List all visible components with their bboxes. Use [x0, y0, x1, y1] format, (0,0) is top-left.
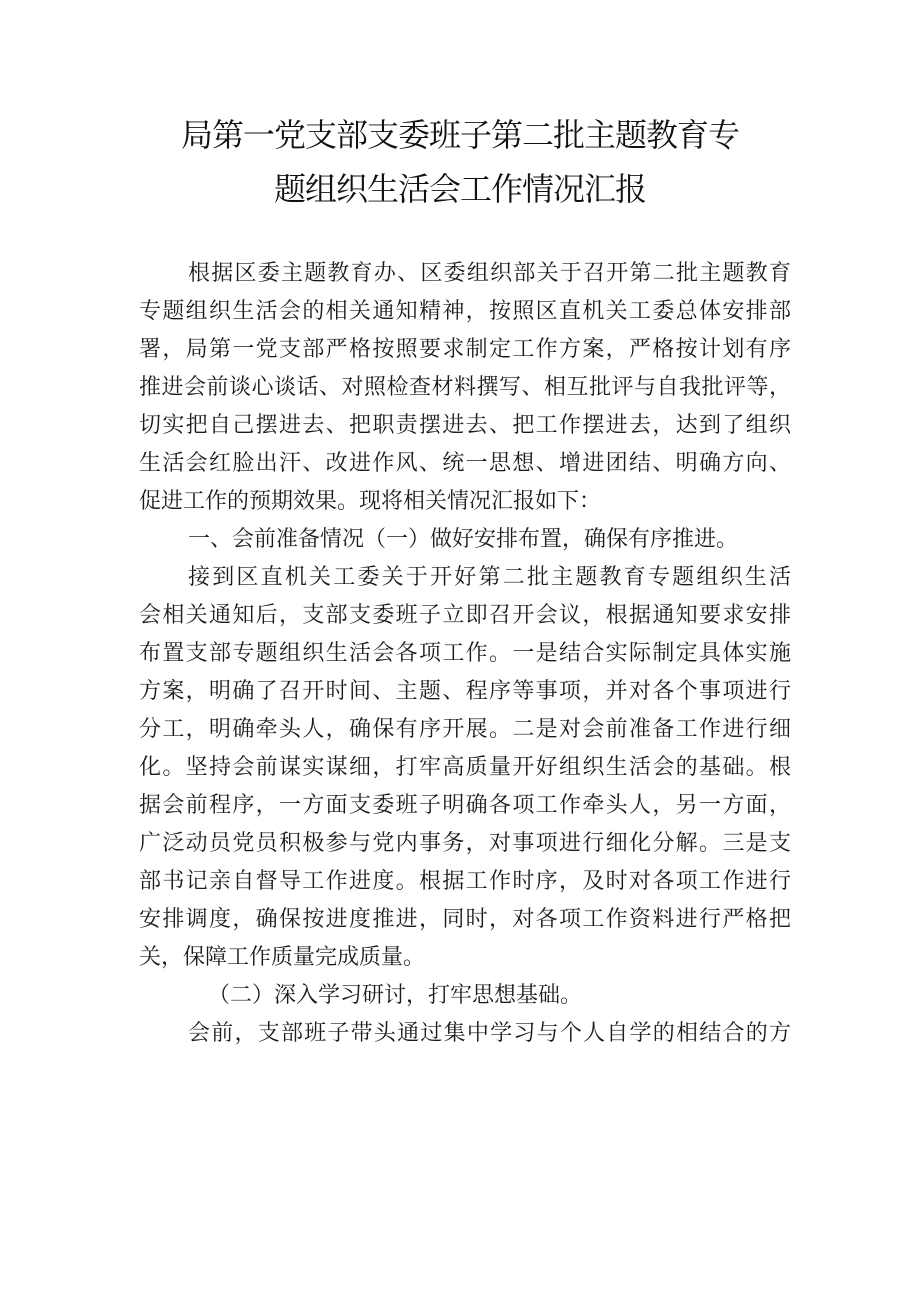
paragraph-line: 分工，明确牵头人，确保有序开展。二是对会前准备工作进行细 [139, 717, 791, 742]
paragraph-line: 专题组织生活会的相关通知精神，按照区直机关工委总体安排部 [139, 299, 791, 324]
document-title-line-2: 题组织生活会工作情况汇报 [273, 170, 646, 208]
paragraph-line: 关，保障工作质量完成质量。 [139, 945, 426, 970]
section-subheading: （二）深入学习研讨，打牢思想基础。 [208, 983, 583, 1008]
paragraph-line: 促进工作的预期效果。现将相关情况汇报如下： [139, 489, 602, 514]
paragraph-line: 署，局第一党支部严格按照要求制定工作方案，严格按计划有序 [139, 337, 791, 362]
paragraph-line: 接到区直机关工委关于开好第二批主题教育专题组织生活 [188, 565, 791, 590]
paragraph-line: 安排调度，确保按进度推进，同时，对各项工作资料进行严格把 [139, 907, 791, 932]
paragraph-line: 广泛动员党员积极参与党内事务，对事项进行细化分解。三是支 [139, 831, 791, 856]
paragraph-line: 据会前程序，一方面支委班子明确各项工作牵头人，另一方面， [139, 793, 791, 818]
paragraph-line: 根据区委主题教育办、区委组织部关于召开第二批主题教育 [188, 261, 791, 286]
document-title-line-1: 局第一党支部支委班子第二批主题教育专 [180, 116, 739, 154]
paragraph-line: 布置支部专题组织生活会各项工作。一是结合实际制定具体实施 [139, 641, 791, 666]
section-heading: 一、会前准备情况（一）做好安排布置，确保有序推进。 [188, 527, 739, 552]
paragraph-line: 部书记亲自督导工作进度。根据工作时序，及时对各项工作进行 [139, 869, 791, 894]
paragraph-line: 会前，支部班子带头通过集中学习与个人自学的相结合的方 [188, 1021, 791, 1046]
paragraph-line: 切实把自己摆进去、把职责摆进去、把工作摆进去，达到了组织 [139, 413, 791, 438]
paragraph-line: 方案，明确了召开时间、主题、程序等事项，并对各个事项进行 [139, 679, 791, 704]
paragraph-line: 会相关通知后，支部支委班子立即召开会议，根据通知要求安排 [139, 603, 791, 628]
paragraph-line: 化。坚持会前谋实谋细，打牢高质量开好组织生活会的基础。根 [139, 755, 791, 780]
paragraph-line: 推进会前谈心谈话、对照检查材料撰写、相互批评与自我批评等， [139, 375, 791, 400]
paragraph-line: 生活会红脸出汗、改进作风、统一思想、增进团结、明确方向、 [139, 451, 791, 476]
